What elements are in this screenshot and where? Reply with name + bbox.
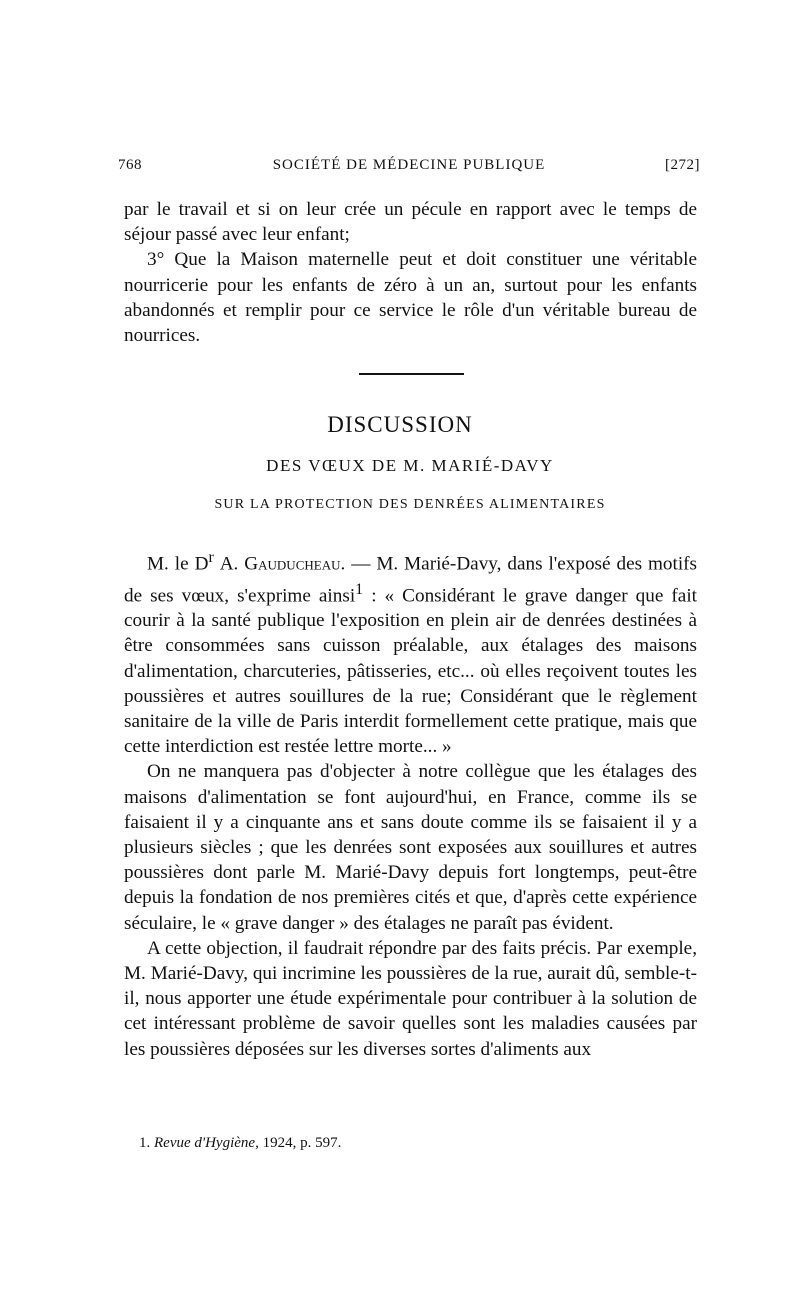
page-number: 768 [118, 157, 142, 173]
section-subtitle: DES VŒUX DE M. MARIÉ-DAVY [266, 456, 554, 475]
opening-text [124, 197, 697, 348]
speaker-name: A. Gauducheau. [219, 553, 346, 575]
running-title: SOCIÉTÉ DE MÉDECINE PUBLIQUE [272, 157, 546, 173]
continuation-paragraph: par le travail et si on leur crée un pécule en rapport avec le temps de séjour passé avec leur enfant; [124, 199, 697, 246]
speaker-sup: r [208, 549, 214, 566]
speaker-prefix: M. le D [147, 553, 209, 575]
discussion-text [124, 545, 697, 1062]
discussion-paragraph-2: On ne manquera pas d'objecter à notre collègue que les étalages des maisons d'alimentation se font aujourd'hui, en France, comme ils se faisaient il y a cinquante ans et sans doute comme ils se faisaient il y a plusieurs siècles ; que les denrées sont exposées aux souillures et autres poussières dont parle M. Marié-Davy depuis fort longtemps, peut-être depuis la fondation de nos premières cités et que, d'après cette expérience séculaire, le « grave danger » des étalages ne paraît pas évident. [124, 761, 697, 934]
discussion-paragraph-3: A cette objection, il faudrait répondre par des faits précis. Par exemple, M. Marié-Davy, qui incrimine les poussières de la rue, aurait dû, semble-t-il, nous apporter une étude expérimentale pour contribuer à la solution de cet intéressant problème de savoir quelles sont les maladies causées par les poussières déposées sur les diverses sortes d'aliments aux [124, 937, 697, 1060]
footnote-journal: Revue d'Hygiène [154, 1135, 256, 1151]
footnote-marker: 1 [355, 580, 364, 598]
section-divider [359, 373, 464, 375]
folio-number: [272] [665, 157, 700, 173]
paragraph-1-rest: : « Considérant le grave danger que fait courir à la santé publique l'exposition en plein air de denrées destinées à être consommées sans cuisson préalable, aux étalages des maisons d'alimentation, charcuteries, pâtisseries, etc... où elles reçoivent toutes les poussières et autres souillures de la rue; Considérant que le règlement sanitaire de la ville de Paris interdit formellement cette pratique, mais que cette interdiction est restée lettre morte... » [124, 584, 697, 758]
footnote-reference: , 1924, p. 597. [255, 1135, 342, 1151]
footnote-number: 1. [139, 1135, 151, 1151]
running-header [118, 157, 700, 181]
paragraph-1-text: — M. Marié-Davy, dans l'exposé des motifs de ses vœux, s'exprime ainsi [124, 553, 698, 606]
point-3-paragraph: 3° Que la Maison maternelle peut et doit constituer une véritable nourricerie pour les enfants de zéro à un an, surtout pour les enfants abandonnés et remplir pour ce service le rôle d'un véritable bureau de nourrices. [124, 249, 697, 347]
section-title: DISCUSSION [327, 412, 473, 437]
footnote [139, 1135, 341, 1152]
discussion-paragraph-1 [124, 545, 697, 759]
section-subject: SUR LA PROTECTION DES DENRÉES ALIMENTAIRES [214, 497, 606, 512]
